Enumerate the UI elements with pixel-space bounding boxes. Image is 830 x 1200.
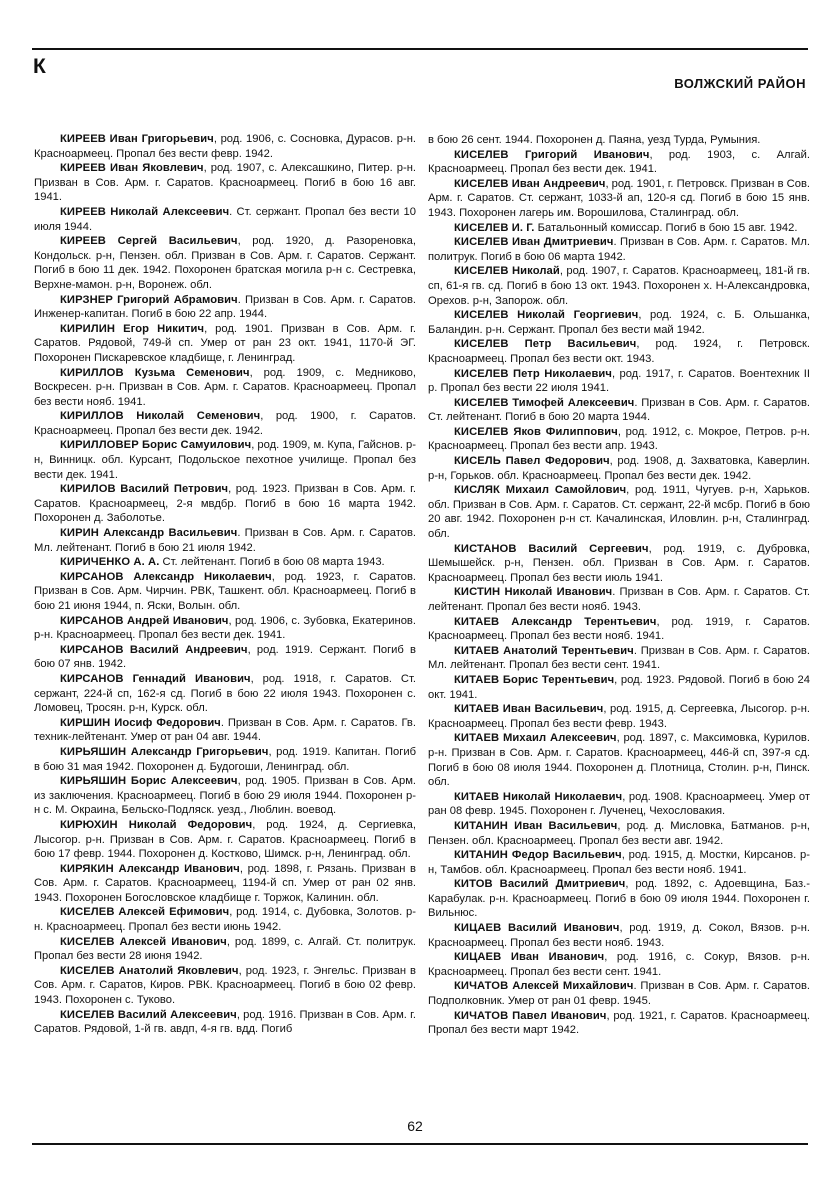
entry xyxy=(34,745,416,774)
entry-name: КИТАЕВ Иван Васильевич xyxy=(454,703,604,716)
entry-name: КИЧАТОВ Павел Иванович xyxy=(454,1009,607,1022)
entry xyxy=(428,177,810,221)
entry-text: , род. 1901, г. Петровск. Призван в Сов. Арм. г. Саратов. Ст. сержант, 1033-й ап, 120-я сд. Погиб в бою 15 янв. 1943. Похоронен лагерь им. Ворошилова, Сталинград. обл. xyxy=(428,177,810,219)
entry xyxy=(428,425,810,454)
entry-name: КИСЕЛЕВ Яков Филиппович xyxy=(454,425,618,438)
entry-text: . Призван в Сов. Арм. г. Саратов. Ст. лейтенант. Пропал без вести нояб. 1943. xyxy=(428,586,810,613)
entry-text: , род. 1906, с. Зубовка, Екатеринов. р-н. Красноармеец. Пропал без вести дек. 1941. xyxy=(34,614,416,642)
entry-name: КИТАНИН Федор Васильевич xyxy=(454,849,622,862)
entry xyxy=(428,950,810,979)
entry-name: КИСЛЯК Михаил Самойлович xyxy=(454,484,627,497)
entry-name: КИРЕЕВ Сергей Васильевич xyxy=(60,235,238,248)
entry-text: , род. 1923, г. Энгельс. Призван в Сов. Арм. г. Саратов, Киров. РВК. Красноармеец. Погиб в бою 02 февр. 1943. Похоронен с. Туково. xyxy=(34,964,416,1007)
entry-name: КИРИЛЛОВ Кузьма Семенович xyxy=(60,366,250,379)
entry-text: , род. 1909, м. Купа, Гайснов. р-н, Винницк. обл. Курсант, Подольское пехотное училище. Пропал без вести дек. 1941. xyxy=(34,439,416,481)
entry-text: , род. 1914, с. Дубовка, Золотов. р-н. Красноармеец. Пропал без вести июнь 1942. xyxy=(34,906,416,934)
entry xyxy=(428,644,810,673)
entry-text: , род. 1923. Рядовой. Погиб в бою 24 окт. 1941. xyxy=(428,673,810,701)
entry xyxy=(428,367,810,396)
entry xyxy=(428,396,810,425)
entry-text: Батальонный комиссар. Погиб в бою 15 авг. 1942. xyxy=(534,221,798,234)
entry-name: КИСЕЛЕВ Василий Алексеевич xyxy=(60,1008,237,1021)
entry-text: , род. 1908. Красноармеец. Умер от ран 08 февр. 1945. Похоронен г. Лученец, Чехословакия. xyxy=(428,790,810,818)
entry-name: КИРЬЯШИН Александр Григорьевич xyxy=(60,745,269,758)
entry-text: , род. 1912, с. Мокрое, Петров. р-н. Красноармеец. Пропал без вести апр. 1943. xyxy=(428,425,811,453)
entry xyxy=(428,921,810,950)
entry-text: . Призван в Сов. Арм. г. Саратов. Инженер-капитан. Погиб в бою 22 апр. 1944. xyxy=(34,293,416,321)
entry-text: , род. 1919, д. Сокол, Вязов. р-н. Красноармеец. Пропал без вести нояб. 1943. xyxy=(428,922,810,949)
entry-name: КИРИЛЛОВ Николай Семенович xyxy=(60,410,261,423)
entry-name: КИРИЛОВ Василий Петрович xyxy=(60,483,229,496)
entry-name: КИСЕЛЕВ Алексей Иванович xyxy=(60,935,227,948)
entry-name: КИСЕЛЕВ И. Г. xyxy=(454,221,535,234)
entry-text: . Призван в Сов. Арм. г. Саратов. Мл. лейтенант. Пропал без вести сент. 1941. xyxy=(428,644,810,672)
top-rule xyxy=(32,48,808,50)
entry-text: . Призван в Сов. Арм. г. Саратов. Ст. лейтенант. Погиб в бою 20 марта 1944. xyxy=(428,396,811,424)
entry-name: КИЦАЕВ Василий Иванович xyxy=(454,922,620,935)
entry xyxy=(34,526,416,555)
entry-text: , род. 1917, г. Саратов. Воентехник II р. Пропал без вести 22 июля 1941. xyxy=(428,367,811,395)
entry-text: . Ст. сержант. Пропал без вести 10 июля 1944. xyxy=(34,205,416,233)
entry-text: , род. 1921, г. Саратов. Красноармеец. Пропал без вести март 1942. xyxy=(428,1009,810,1037)
entry-text: , род. 1919, г. Саратов. Красноармеец. Пропал без вести нояб. 1941. xyxy=(428,615,811,643)
entry-text: . Призван в Сов. Арм. г. Саратов. Гв. техник-лейтенант. Умер от ран 04 авг. 1944. xyxy=(34,716,416,744)
entry xyxy=(34,409,416,438)
section-title: ВОЛЖСКИЙ РАЙОН xyxy=(674,76,806,91)
entry-text: . Призван в Сов. Арм. г. Саратов. Мл. лейтенант. Погиб в бою 21 июля 1942. xyxy=(34,527,416,554)
entry-name: КИСЕЛЕВ Иван Дмитриевич xyxy=(454,236,614,249)
entry-name: КИТАЕВ Николай Николаевич xyxy=(454,790,623,803)
entry-name: КИТАЕВ Михаил Алексеевич xyxy=(454,732,617,745)
entry-name: КИСЕЛЕВ Алексей Ефимович xyxy=(60,906,230,919)
entry-name: КИСЕЛЕВ Николай Георгиевич xyxy=(454,309,639,322)
entry-text: , род. 1898, г. Рязань. Призван в Сов. Арм. г. Саратов. Красноармеец, 1194-й сп. Умер от ран 02 янв. 1943. Похоронен Богословское кладбище г. Торжок, Калинин. обл. xyxy=(34,862,417,904)
entry xyxy=(428,731,810,789)
entry xyxy=(34,161,416,205)
entry-name: КИРИЧЕНКО А. А. xyxy=(60,556,160,569)
entry xyxy=(428,585,810,614)
entry xyxy=(428,615,810,644)
entry xyxy=(34,1008,416,1037)
entry-text: , род. 1892, с. Адоевщина, Баз.-Карабулак. р-н. Красноармеец. Погиб в бою 09 июля 1944. Похоронен г. Вильнюс. xyxy=(428,878,810,920)
entry-name: КИРСАНОВ Андрей Иванович xyxy=(60,614,229,627)
entry-text: , род. 1923. Призван в Сов. Арм. г. Саратов. Красноармеец, 2-я мвдбр. Погиб в бою 16 марта 1942. Похоронен д. Заболотье. xyxy=(34,483,416,525)
entry-name: КИСЕЛЕВ Петр Васильевич xyxy=(454,338,637,351)
entry-text: , род. 1906, с. Сосновка, Дурасов. р-н. Красноармеец. Пропал без вести февр. 1942. xyxy=(34,133,416,160)
entry xyxy=(428,877,810,921)
entry-text: , род. 1907, с. Алексашкино, Питер. р-н. Призван в Сов. Арм. г. Саратов. Красноармеец. Погиб в бою 16 авг. 1941. xyxy=(34,162,416,204)
entry xyxy=(428,848,810,877)
entry-name: КИТАЕВ Борис Терентьевич xyxy=(454,673,615,686)
index-letter: К xyxy=(33,55,46,78)
entry-name: КИРЬЯШИН Борис Алексеевич xyxy=(60,775,238,788)
entry xyxy=(428,1009,810,1038)
entry-text: Ст. лейтенант. Погиб в бою 08 марта 1943. xyxy=(159,556,385,569)
entry xyxy=(428,790,810,819)
entry-name: КИСТАНОВ Василий Сергеевич xyxy=(454,542,649,555)
entry-name: КИРЮХИН Николай Федорович xyxy=(60,818,253,831)
entry-name: КИЧАТОВ Алексей Михайлович xyxy=(454,980,634,993)
entry-text: , род. 1918, г. Саратов. Ст. сержант, 224-й сп, 162-я сд. Погиб в бою 22 июля 1943. Похоронен с. Ломовец, Тросян. р-н, Курск. обл. xyxy=(34,672,416,715)
entry-name: КИТАНИН Иван Васильевич xyxy=(454,819,618,832)
entry-text: , род. 1919, с. Дубровка, Шемышейск. р-н, Пензен. обл. Призван в Сов. Арм. г. Саратов. Красноармеец. Пропал без вести июль 1941. xyxy=(428,542,810,584)
continued-entry: в бою 26 сент. 1944. Похоронен д. Паяна, уезд Турда, Румыния. xyxy=(428,134,761,146)
entry-name: КИТОВ Василий Дмитриевич xyxy=(454,878,626,891)
entry-text: , род. 1899, с. Алгай. Ст. политрук. Пропал без вести 28 июня 1942. xyxy=(34,935,416,963)
entry-name: КИРЕЕВ Иван Яковлевич xyxy=(60,162,204,175)
entry-text: , род. 1901. Призван в Сов. Арм. г. Саратов. Рядовой, 749-й сп. Умер от ран 23 окт. 1941, 1170-й ЭГ. Похоронен Пискаревское кладбище, г. Ленинград. xyxy=(34,322,416,364)
entry xyxy=(428,148,810,177)
entry xyxy=(428,542,810,586)
entry-name: КИСЕЛЕВ Иван Андреевич xyxy=(454,177,606,190)
entry xyxy=(34,905,416,934)
entry xyxy=(34,614,416,643)
entry-text: , род. 1915, д. Мостки, Кирсанов. р-н, Тамбов. обл. Красноармеец. Пропал без вести нояб. 1941. xyxy=(428,849,810,876)
entry-name: КИРЯКИН Александр Иванович xyxy=(60,862,240,875)
entry-text: , род. 1903, с. Алгай. Красноармеец. Пропал без вести дек. 1941. xyxy=(428,148,810,176)
entry-text: , род. д. Мисловка, Батманов. р-н, Пензен. обл. Красноармеец. Пропал без вести авг. 1942. xyxy=(428,819,810,847)
entry xyxy=(34,964,416,1008)
entry-text: , род. 1915, д. Сергеевка, Лысогор. р-н. Красноармеец. Пропал без вести февр. 1943. xyxy=(428,703,810,730)
entry xyxy=(34,862,416,906)
entry-name: КИРЗНЕР Григорий Абрамович xyxy=(60,293,238,306)
entry xyxy=(34,293,416,322)
entry-text: , род. 1919. Сержант. Погиб в бою 07 янв. 1942. xyxy=(34,643,416,671)
entry-name: КИСЕЛЕВ Анатолий Яковлевич xyxy=(60,964,239,977)
entry-text: , род. 1900, г. Саратов. Красноармеец. Пропал без вести дек. 1942. xyxy=(34,410,416,437)
entry xyxy=(428,673,810,702)
entry-name: КИРСАНОВ Александр Николаевич xyxy=(60,570,272,583)
entry-name: КИТАЕВ Анатолий Терентьевич xyxy=(454,644,634,657)
entry-name: КИРИЛЛОВЕР Борис Самуилович xyxy=(60,439,252,452)
entry xyxy=(34,366,416,410)
entry-text: , род. 1907, г. Саратов. Красноармеец, 181-й гв. сп, 61-я гв. сд. Погиб в бою 13 окт. 1943. Похоронен х. Н-Александровка, Орехов. р-н, Запорож. обл. xyxy=(428,265,810,307)
entry-name: КИРСАНОВ Василий Андреевич xyxy=(60,643,248,656)
entry xyxy=(34,482,416,526)
entry-name: КИСТИН Николай Иванович xyxy=(454,586,613,599)
entry-text: , род. 1905. Призван в Сов. Арм. из заключения. Красноармеец. Погиб в бою 29 июля 1944. Похоронен р-н с. М. Окраина, Бельско-Подляск. уезд., Люблин. воевод. xyxy=(34,775,416,817)
entry xyxy=(34,643,416,672)
entry xyxy=(34,716,416,745)
entry-name: КИРИН Александр Васильевич xyxy=(60,527,238,540)
bottom-rule xyxy=(32,1143,808,1145)
entry xyxy=(34,935,416,964)
entry-text: , род. 1919. Капитан. Погиб в бою 31 мая 1942. Похоронен д. Будогоши, Ленинград. обл. xyxy=(34,745,416,773)
entry-name: КИСЕЛЕВ Петр Николаевич xyxy=(454,367,613,380)
entry xyxy=(34,774,416,818)
entry-name: КИСЕЛЕВ Григорий Иванович xyxy=(454,148,650,161)
entry xyxy=(428,308,810,337)
entry-name: КИТАЕВ Александр Терентьевич xyxy=(454,615,657,628)
page-number: 62 xyxy=(407,1118,423,1134)
entry-name: КИРЕЕВ Иван Григорьевич xyxy=(60,133,214,145)
entry-text: , род. 1909, с. Медниково, Воскресен. р-н. Призван в Сов. Арм. г. Саратов. Красноармеец. Пропал без вести нояб. 1941. xyxy=(34,366,416,408)
entry-text: , род. 1916. Призван в Сов. Арм. г. Саратов. Рядовой, 1-й гв. авдп, 4-я гв. вдд. Погиб xyxy=(34,1008,416,1036)
right-column xyxy=(428,133,810,1038)
entry-text: , род. 1923, г. Саратов. Призван в Сов. Арм. Чирчин. РВК, Ташкент. обл. Красноармеец. Погиб в бою 21 июня 1944, п. Яски, Волын. обл. xyxy=(34,570,416,612)
entry xyxy=(428,819,810,848)
entry-text: , род. 1920, д. Разореновка, Кондольск. р-н, Пензен. обл. Призван в Сов. Арм. г. Саратов. Сержант. Погиб в бою 11 дек. 1942. Похоронен братская могила р-н с. Сестревка, Верхне-мамон. р-н, Воронеж. обл. xyxy=(34,235,416,291)
entry xyxy=(428,702,810,731)
entry-name: КИРШИН Иосиф Федорович xyxy=(60,716,221,729)
entry-name: КИЦАЕВ Иван Иванович xyxy=(454,951,605,964)
entry-text: , род. 1924, г. Петровск. Красноармеец. Пропал без вести окт. 1943. xyxy=(428,338,810,365)
entry xyxy=(34,570,416,614)
entry xyxy=(428,483,810,541)
entry xyxy=(428,337,810,366)
entry xyxy=(34,818,416,862)
entry xyxy=(428,221,810,236)
entry xyxy=(428,454,810,483)
entry xyxy=(34,555,416,570)
entry xyxy=(34,322,416,366)
entry-name: КИРИЛИН Егор Никитич xyxy=(60,322,205,335)
entry-text: , род. 1911, Чугуев. р-н, Харьков. обл. Призван в Сов. Арм. г. Саратов. Ст. сержант, 22-й мсбр. Погиб в бою 20 авг. 1942. Похоронен р-н ст. Качалинская, Иловлин. р-н, Сталинград. обл. xyxy=(428,484,810,541)
entry xyxy=(428,235,810,264)
entry-name: КИСЕЛЕВ Тимофей Алексеевич xyxy=(454,396,635,409)
entry-text: , род. 1897, с. Максимовка, Курилов. р-н. Призван в Сов. Арм. г. Саратов. Красноармеец, 446-й сп, 397-я сд. Погиб в бою 08 июля 1944. Похоронен д. Плотница, Столин. р-н, Пинск. обл. xyxy=(428,732,810,789)
entry xyxy=(428,979,810,1008)
entry xyxy=(34,205,416,234)
entry-text: , род. 1908, д. Захватовка, Каверлин. р-н, Горьков. обл. Красноармеец. Пропал без вести дек. 1942. xyxy=(428,455,810,482)
entry xyxy=(34,672,416,716)
entry-name: КИСЕЛЬ Павел Федорович xyxy=(454,455,610,468)
entry-name: КИСЕЛЕВ Николай xyxy=(454,265,560,278)
left-column xyxy=(34,132,416,1037)
entry-name: КИРСАНОВ Геннадий Иванович xyxy=(60,672,251,685)
entry-text: , род. 1924, с. Б. Ольшанка, Баландин. р-н. Сержант. Пропал без вести май 1942. xyxy=(428,309,810,336)
entry xyxy=(34,234,416,292)
entry xyxy=(34,438,416,482)
entry xyxy=(34,132,416,161)
entry-text: , род. 1924, д. Сергиевка, Лысогор. р-н. Призван в Сов. Арм. г. Саратов. Красноармеец. Погиб в бою 17 февр. 1944. Похоронен д. Костково, Шимск. р-н, Ленинград. обл. xyxy=(34,818,416,861)
entry-name: КИРЕЕВ Николай Алексеевич xyxy=(60,205,230,218)
entry xyxy=(428,264,810,308)
entry-text: . Призван в Сов. Арм. г. Саратов. Подполковник. Умер от ран 01 февр. 1945. xyxy=(428,980,810,1008)
entry-text: , род. 1916, с. Сокур, Вязов. р-н. Красноармеец. Пропал без вести сент. 1941. xyxy=(428,951,810,978)
entry-text: . Призван в Сов. Арм. г. Саратов. Мл. политрук. Погиб в бою 06 марта 1942. xyxy=(428,236,810,263)
